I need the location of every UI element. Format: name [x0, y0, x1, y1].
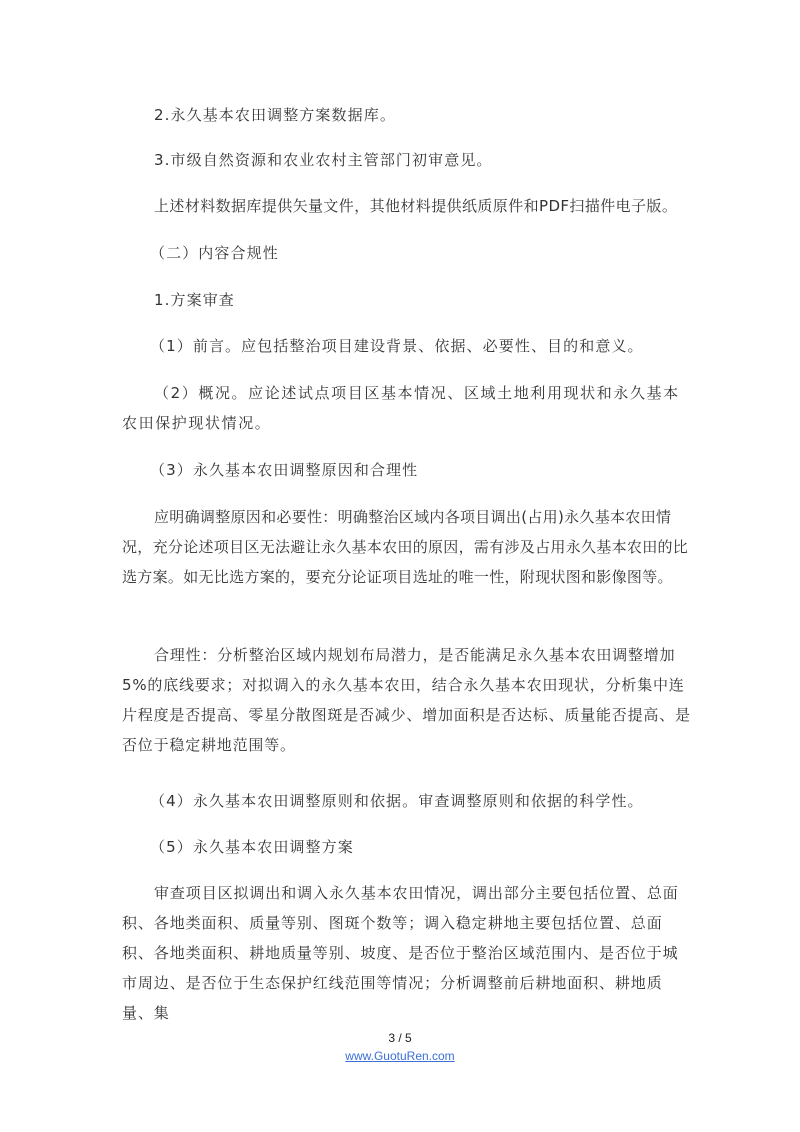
site-link[interactable]: www.GuotuRen.com: [345, 1049, 455, 1063]
paragraph-rationality: 合理性：分析整治区域内规划布局潜力，是否能满足永久基本农田调整增加5%的底线要求；对拟调入的永久基本农田，结合永久基本农田现状，分析集中连片程度是否提高、零星分散图斑是否减少、增加面积是否达标、质量能否提高、是否位于稳定耕地范围等。: [122, 646, 691, 754]
paragraph-item-3-opinion: 3.市级自然资源和农业农村主管部门初审意见。: [154, 151, 493, 169]
paragraph-overview: （2）概况。应论述试点项目区基本情况、区域土地利用现状和永久基本农田保护现状情况。: [122, 384, 680, 432]
paragraph-necessity: 应明确调整原因和必要性：明确整治区域内各项目调出(占用)永久基本农田情况，充分论述项目区无法避让永久基本农田的原因，需有涉及占用永久基本农田的比选方案。如无比选方案的，要充分论证项目选址的唯一性，附现状图和影像图等。: [122, 508, 689, 586]
paragraph-materials-note: 上述材料数据库提供矢量文件，其他材料提供纸质原件和PDF扫描件电子版。: [154, 197, 678, 215]
subsection-heading-plan-review: 1.方案审查: [154, 291, 235, 309]
paragraph-heading-adjustment-plan: （5）永久基本农田调整方案: [150, 838, 354, 856]
page-number: 3 / 5: [388, 1031, 412, 1045]
section-heading-compliance: （二）内容合规性: [150, 244, 279, 262]
paragraph-principles: （4）永久基本农田调整原则和依据。审查调整原则和依据的科学性。: [150, 792, 644, 810]
paragraph-item-2-database: 2.永久基本农田调整方案数据库。: [154, 106, 396, 124]
paragraph-preface: （1）前言。应包括整治项目建设背景、依据、必要性、目的和意义。: [150, 337, 644, 355]
paragraph-heading-reason: （3）永久基本农田调整原因和合理性: [150, 461, 419, 479]
paragraph-plan-review: 审查项目区拟调出和调入永久基本农田情况，调出部分主要包括位置、总面积、各地类面积、质量等别、图斑个数等；调入稳定耕地主要包括位置、总面积、各地类面积、耕地质量等别、坡度、是否位于整治区域范围内、是否位于城市周边、是否位于生态保护红线范围等情况；分析调整前后耕地面积、耕地质量、集: [122, 884, 679, 1022]
